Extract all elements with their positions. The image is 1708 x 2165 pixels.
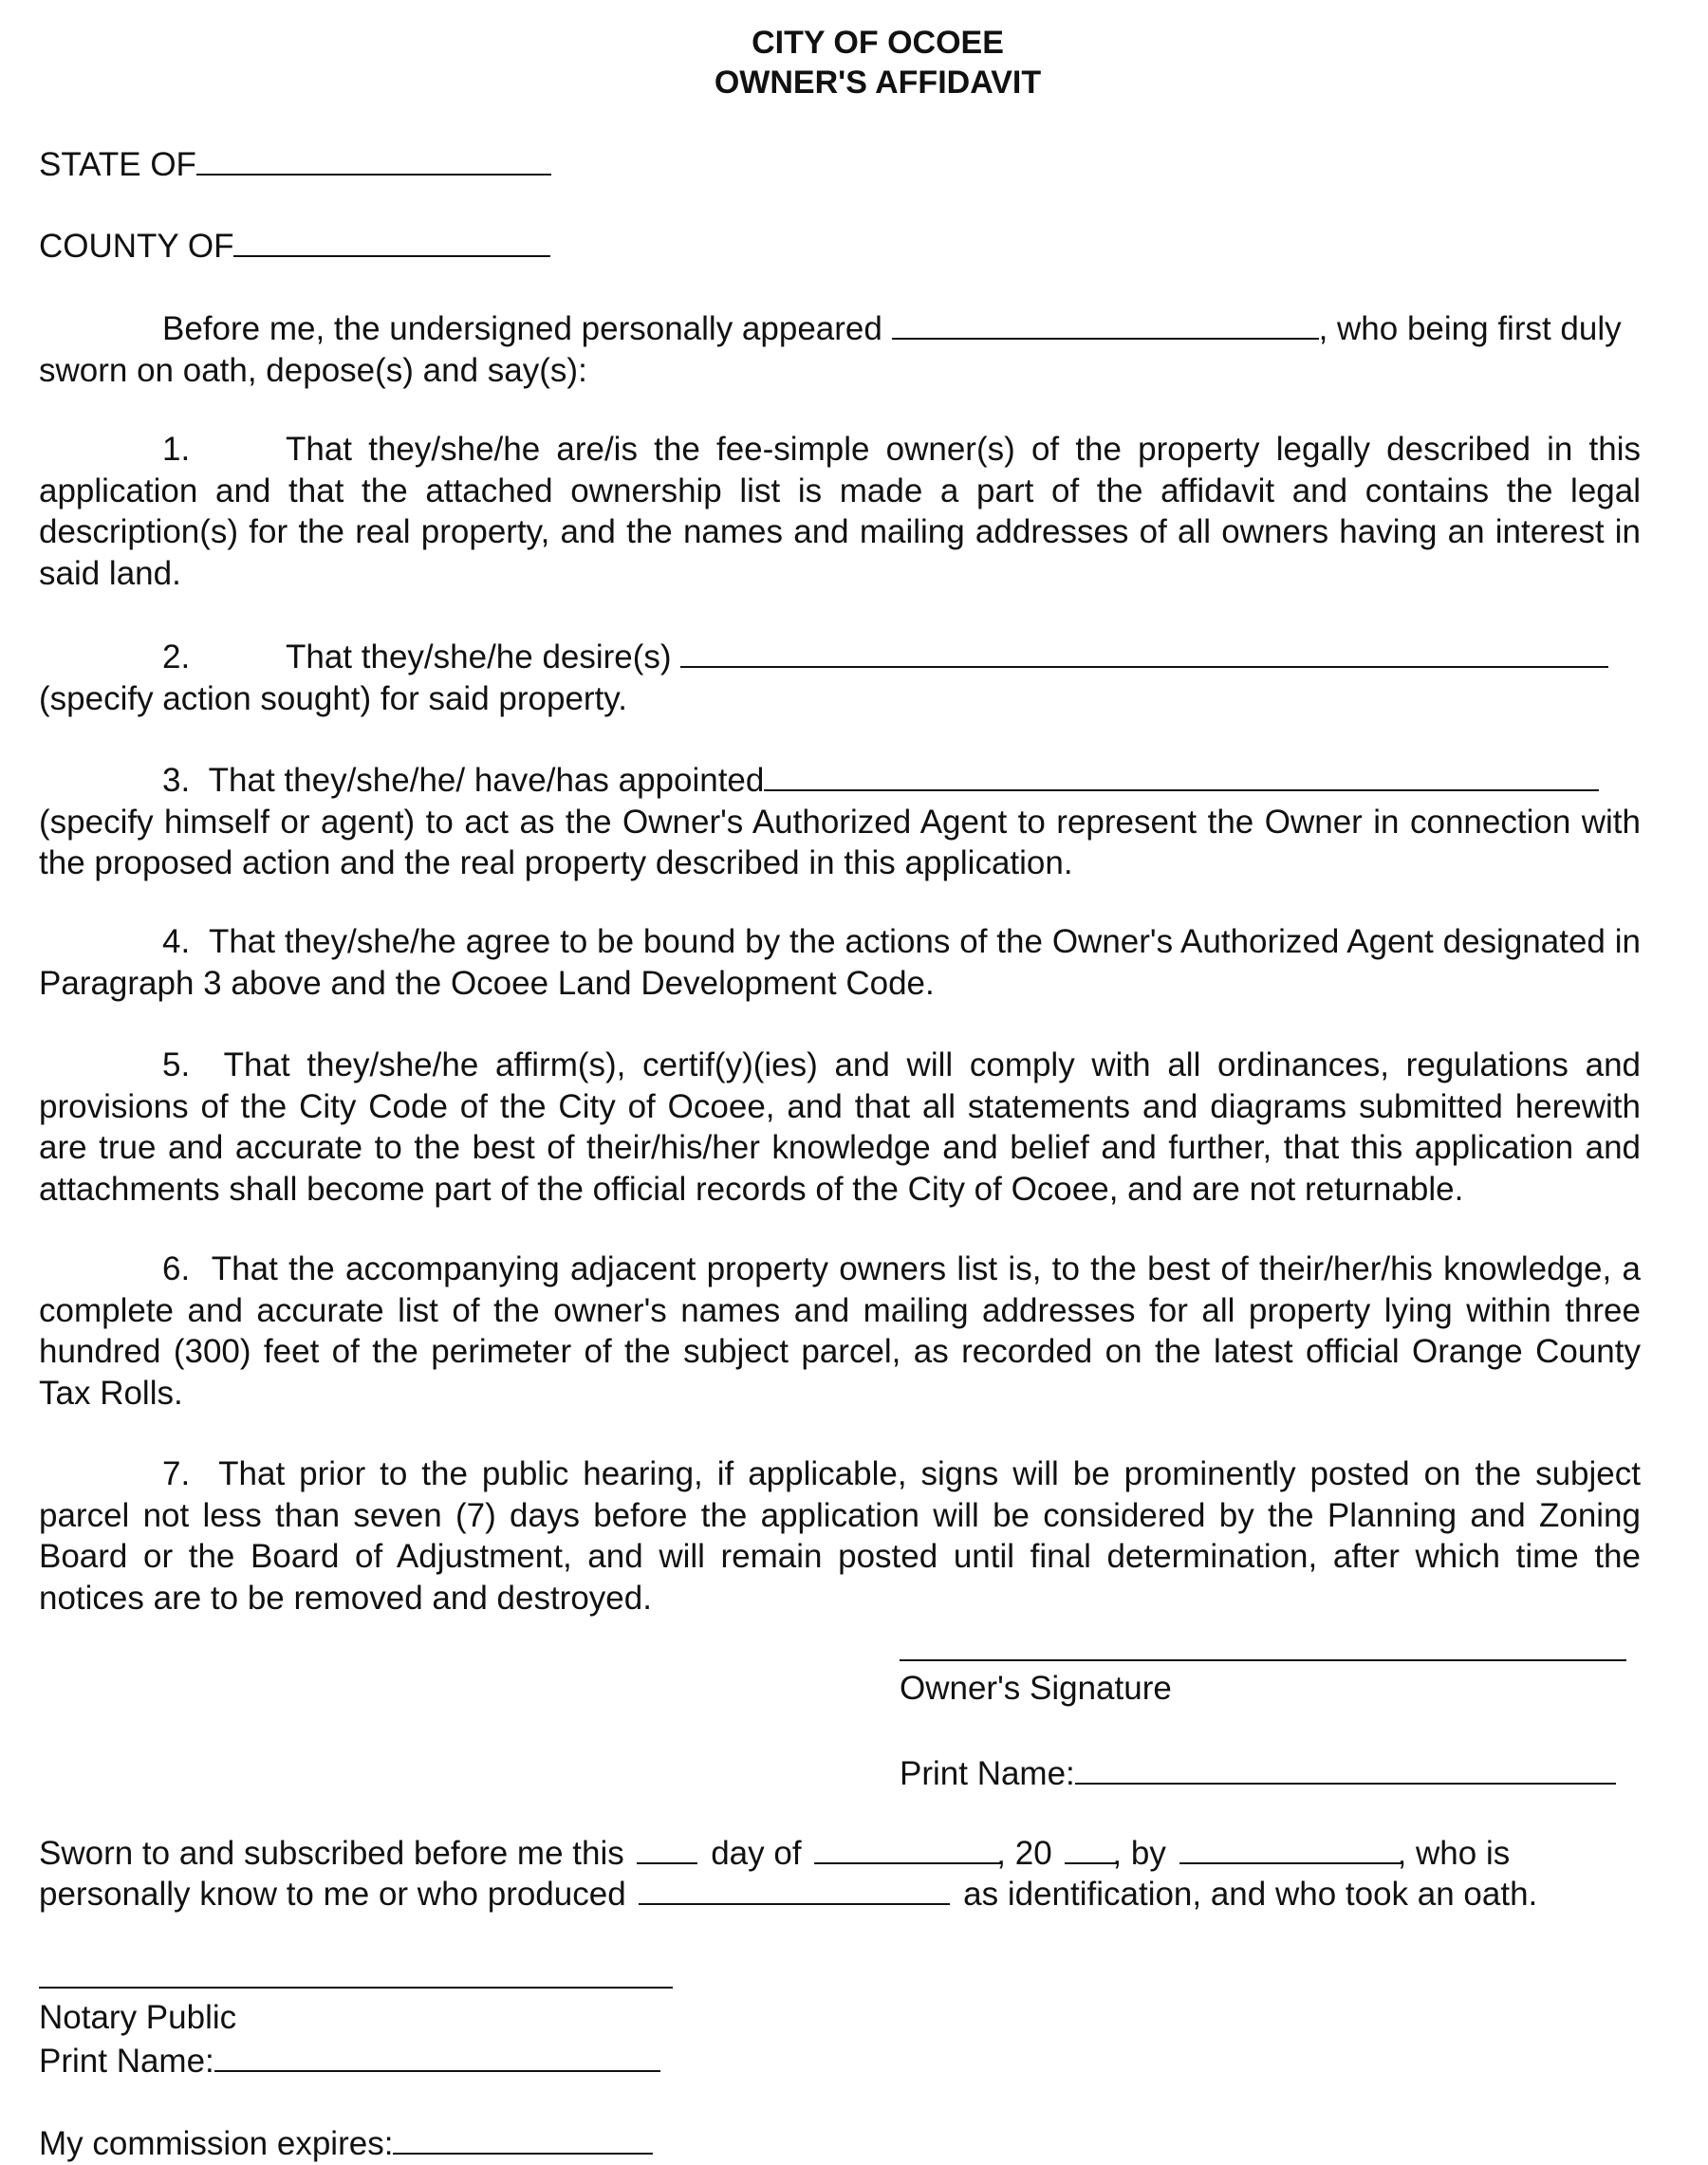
sworn-statement-line2 (39, 1874, 1641, 1915)
sworn-text-1: Sworn to and subscribed before me this (39, 1835, 624, 1872)
paragraph-6-number: 6. (162, 1250, 191, 1287)
intro-text-after: , who being first duly (1318, 310, 1622, 347)
state-row (39, 141, 1641, 186)
paragraph-4-text: That they/she/he agree to be bound by the actions of the Owner's Authorized Agent designated in Paragraph 3 above and the Ocoee Land Development Code. (39, 923, 1641, 1002)
appointed-agent-field[interactable] (764, 757, 1599, 791)
sworn-statement-line1 (39, 1833, 1641, 1875)
state-label: STATE OF (39, 146, 196, 183)
notary-public-label: Notary Public (39, 1999, 237, 2036)
commission-expires-label: My commission expires: (39, 2125, 394, 2162)
commission-expires-row (39, 2120, 1641, 2165)
sworn-text-4: , by (1112, 1835, 1166, 1872)
identification-field[interactable] (639, 1875, 950, 1905)
commission-expires-field[interactable] (393, 2120, 653, 2155)
paragraph-7 (39, 1453, 1641, 1619)
sworn-day-field[interactable] (637, 1834, 697, 1864)
sworn-text-3: , 20 (996, 1835, 1052, 1872)
intro-line2: sworn on oath, depose(s) and say(s): (39, 351, 587, 389)
title-city: CITY OF OCOEE (752, 25, 1004, 61)
paragraph-3-text: That they/she/he/ have/has appointed (208, 762, 765, 799)
owner-print-name-row (900, 1750, 1640, 1795)
action-sought-field[interactable] (680, 634, 1608, 668)
paragraph-2-text: That they/she/he desire(s) (286, 638, 672, 675)
sworn-year-field[interactable] (1065, 1834, 1116, 1864)
owner-signature-line[interactable] (900, 1659, 1626, 1661)
sworn-month-field[interactable] (814, 1834, 1000, 1864)
paragraph-2-number: 2. (162, 638, 191, 675)
paragraph-5-number: 5. (162, 1046, 191, 1083)
paragraph-3-rest: (specify himself or agent) to act as the Owner's Authorized Agent to represent the Owner in connection with the proposed action and the real property described in this application. (39, 803, 1641, 881)
sworn-text-2: day of (711, 1835, 802, 1872)
notary-signature-line[interactable] (39, 1987, 673, 1989)
notary-print-name-row (39, 2038, 1641, 2082)
notary-print-name-label: Print Name: (39, 2043, 214, 2080)
paragraph-7-text: That prior to the public hearing, if applicable, signs will be prominently posted on the subject parcel not less than seven (7) days before the application will be considered by the Planning and Zoning Board or the Board of Adjustment, and will remain posted until final determination, after which time the notices are to be removed and destroyed. (39, 1455, 1641, 1617)
paragraph-2 (39, 634, 1641, 719)
intro-paragraph (39, 305, 1641, 391)
paragraph-2-line2: (specify action sought) for said property. (39, 679, 627, 717)
sworn-line2-text-2: as identification, and who took an oath. (963, 1876, 1538, 1913)
notary-print-name-field[interactable] (214, 2038, 660, 2072)
paragraph-5-text: That they/she/he affirm(s), certif(y)(ies) and will comply with all ordinances, regulations and provisions of the City Code of the City of Ocoee, and that all statements and diagrams submitted herewith are true and accurate to the best of their/his/her knowledge and belief and further, that this application and attachments shall become part of the official records of the City of Ocoee, and are not returnable. (39, 1046, 1641, 1208)
intro-text-before: Before me, the undersigned personally appeared (162, 310, 882, 347)
paragraph-3-number: 3. (162, 762, 191, 799)
document-title (115, 23, 1641, 102)
sworn-line2-text-1: personally know to me or who produced (39, 1876, 626, 1913)
owner-signature-label: Owner's Signature (900, 1670, 1172, 1707)
paragraph-3 (39, 757, 1641, 884)
state-field[interactable] (196, 141, 551, 176)
county-label: COUNTY OF (39, 228, 234, 265)
paragraph-5 (39, 1045, 1641, 1210)
appeared-name-field[interactable] (892, 305, 1319, 340)
paragraph-1-text: That they/she/he are/is the fee-simple owner(s) of the property legally described in this application and that the attached ownership list is made a part of the affidavit and contains the legal description(s) for the real property, and the names and mailing addresses of all owners having an interest in said land. (39, 431, 1641, 592)
paragraph-6-text: That the accompanying adjacent property owners list is, to the best of their/her/his knowledge, a complete and accurate list of the owner's names and mailing addresses for all property lying within three hundred (300) feet of the perimeter of the subject parcel, as recorded on the latest official Orange County Tax Rolls. (39, 1250, 1641, 1412)
paragraph-7-number: 7. (162, 1455, 191, 1492)
county-field[interactable] (233, 223, 550, 257)
paragraph-1 (39, 429, 1641, 594)
paragraph-4-number: 4. (162, 923, 191, 960)
sworn-by-field[interactable] (1179, 1834, 1402, 1864)
title-affidavit: OWNER'S AFFIDAVIT (714, 65, 1042, 101)
paragraph-1-number: 1. (162, 431, 191, 468)
paragraph-6 (39, 1249, 1641, 1414)
owner-print-name-field[interactable] (1075, 1750, 1616, 1785)
county-row (39, 223, 1641, 268)
paragraph-4 (39, 921, 1641, 1004)
sworn-text-5: , who is (1397, 1835, 1511, 1872)
owner-print-name-label: Print Name: (900, 1755, 1075, 1792)
